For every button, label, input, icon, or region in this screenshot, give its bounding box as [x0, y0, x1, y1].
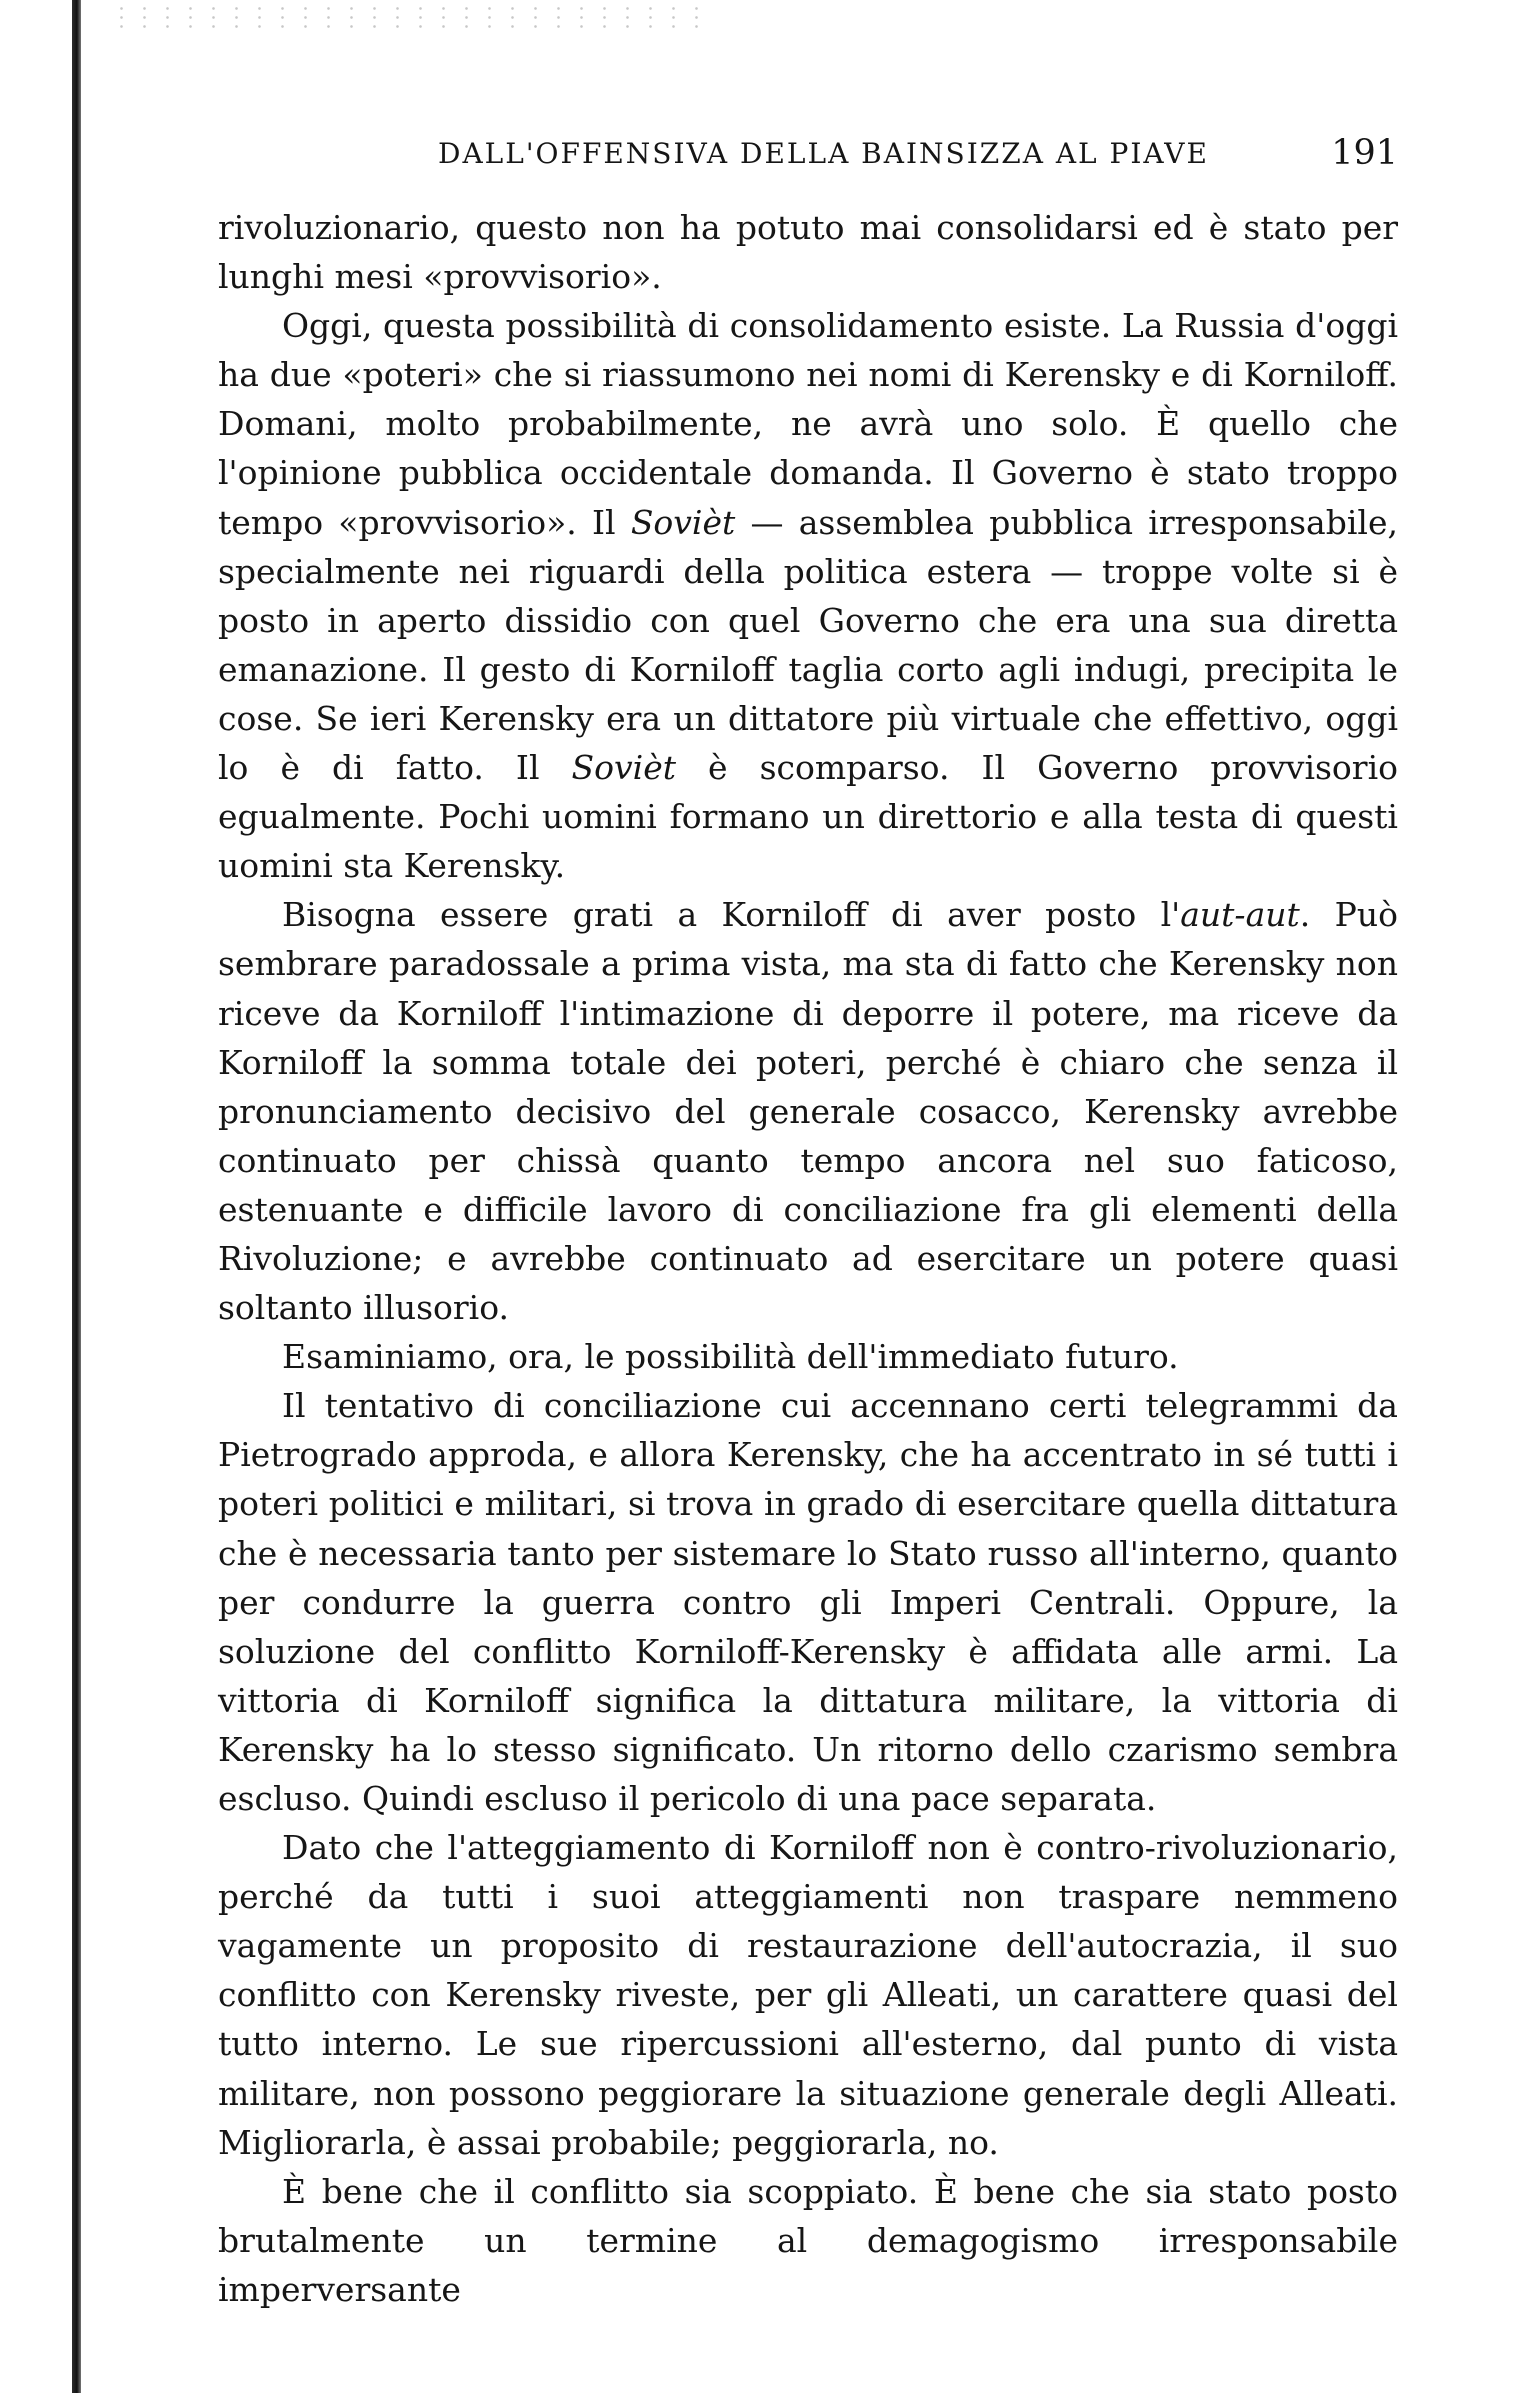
paragraph-1: rivoluzionario, questo non ha potuto mai consolidarsi ed è stato per lunghi mesi «provvisorio». — [218, 208, 1398, 297]
paragraph-2-part-c: è scomparso. Il Governo provvisorio egualmente. Pochi uomini formano un direttorio e alla testa di questi uomini sta Kerensky. — [218, 748, 1398, 886]
page-binding-edge — [72, 0, 81, 2393]
page-number: 191 — [1331, 133, 1398, 173]
paragraph-2-part-a: Oggi, questa possibilità di consolidamento esiste. La Russia d'oggi ha due «poteri» che si riassumono nei nomi di Kerensky e di Korniloff. Domani, molto probabilmente, ne avrà uno solo. È quello che l'opinione pubblica occidentale domanda. Il Governo è stato troppo tempo «provvisorio». Il — [218, 306, 1398, 542]
body-text — [218, 203, 1398, 2314]
running-title: DALL'OFFENSIVA DELLA BAINSIZZA AL PIAVE — [438, 137, 1209, 170]
paragraph-2-part-b: — assemblea pubblica irresponsabile, specialmente nei riguardi della politica estera — troppe volte si è posto in aperto dissidio con quel Governo che era una sua diretta emanazione. Il gesto di Korniloff taglia corto agli indugi, precipita le cose. Se ieri Kerensky era un dittatore più virtuale che effettivo, oggi lo è di fatto. Il — [218, 502, 1398, 788]
page-header — [218, 133, 1398, 187]
paragraph-3-part-a: Bisogna essere grati a Korniloff di aver posto l' — [282, 895, 1181, 935]
scan-noise — [110, 4, 710, 30]
paragraph-6: Dato che l'atteggiamento di Korniloff non è contro-rivoluzionario, perché da tutti i suoi atteggiamenti non traspare nemmeno vagamente un proposito di restaurazione dell'autocrazia, il suo conflitto con Kerensky riveste, per gli Alleati, un carattere quasi del tutto interno. Le sue ripercussioni all'esterno, dal punto di vista militare, non possono peggiorare la situazione generale degli Alleati. Migliorarla, è assai probabile; peggiorarla, no. — [218, 1828, 1398, 2162]
paragraph-3-part-b: . Può sembrare paradossale a prima vista, ma sta di fatto che Kerensky non riceve da Korniloff l'intimazione di deporre il potere, ma riceve da Korniloff la somma totale dei poteri, perché è chiaro che senza il pronunciamento decisivo del generale cosacco, Kerensky avrebbe continuato per chissà quanto tempo ancora nel suo faticoso, estenuante e difficile lavoro di conciliazione fra gli elementi della Rivoluzione; e avrebbe continuato ad esercitare un potere quasi soltanto illusorio. — [218, 895, 1398, 1328]
paragraph-2 — [218, 301, 1398, 890]
soviet-italic-2: Sovièt — [571, 748, 676, 788]
paragraph-3 — [218, 890, 1398, 1332]
soviet-italic: Sovièt — [630, 502, 736, 542]
paragraph-7: È bene che il conflitto sia scoppiato. È bene che sia stato posto brutalmente un termine al demagogismo irresponsabile imperversante — [218, 2171, 1398, 2309]
paragraph-4: Esaminiamo, ora, le possibilità dell'immediato futuro. — [282, 1337, 1179, 1377]
paragraph-5: Il tentativo di conciliazione cui accennano certi telegrammi da Pietrogrado approda, e allora Kerensky, che ha accentrato in sé tutti i poteri politici e militari, si trova in grado di esercitare quella dittatura che è necessaria tanto per sistemare lo Stato russo all'interno, quanto per condurre la guerra contro gli Imperi Centrali. Oppure, la soluzione del conflitto Korniloff-Kerensky è affidata alle armi. La vittoria di Korniloff significa la dittatura militare, la vittoria di Kerensky ha lo stesso significato. Un ritorno dello czarismo sembra escluso. Quindi escluso il pericolo di una pace separata. — [218, 1386, 1398, 1818]
aut-aut-italic: aut-aut — [1180, 895, 1300, 935]
